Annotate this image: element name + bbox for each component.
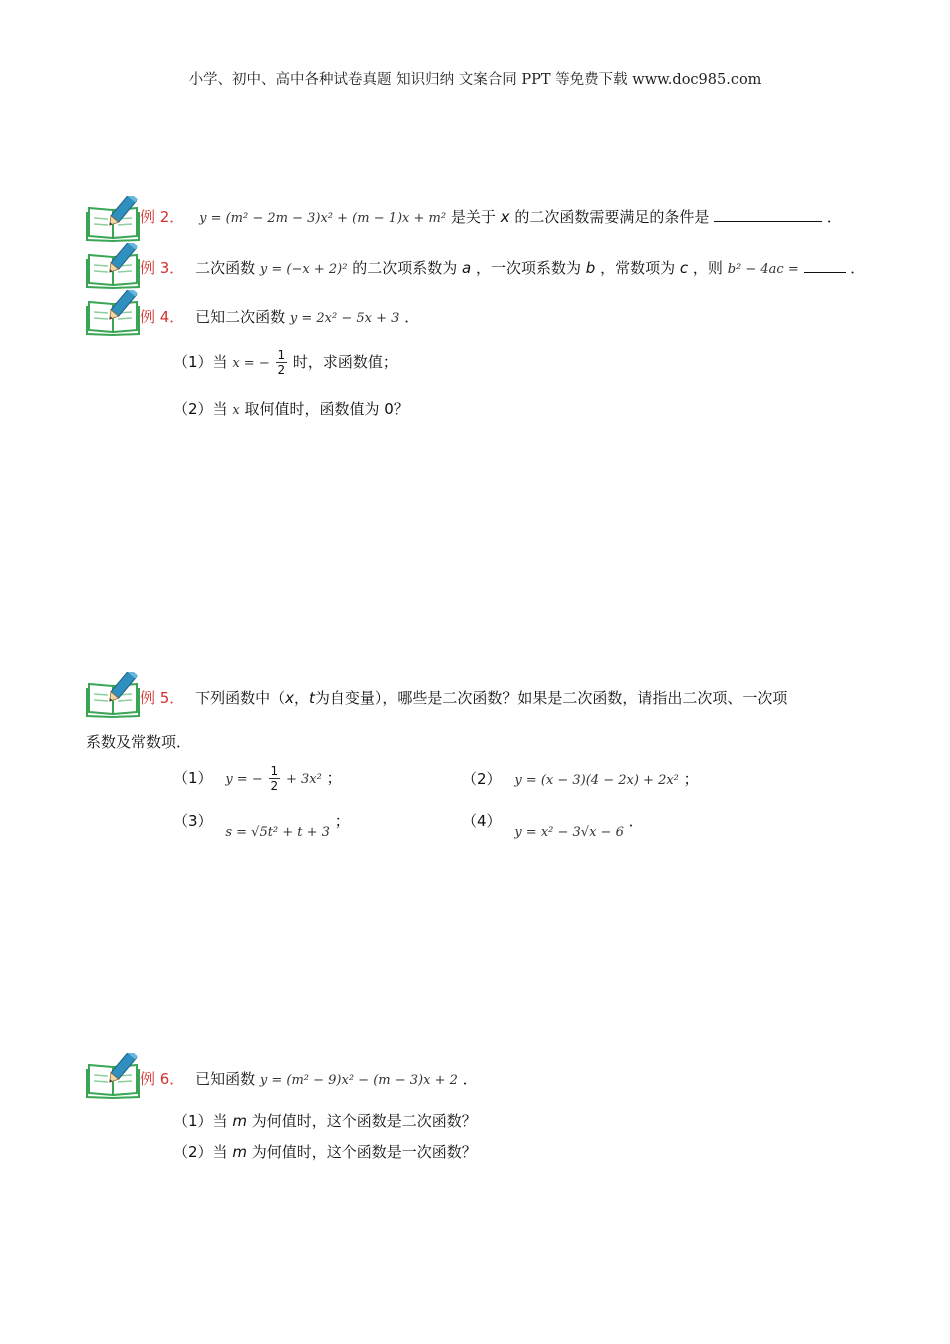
q-prefix: （2）当	[173, 400, 228, 418]
punct: ；	[683, 770, 699, 788]
formula: y = x² − 3√x − 6	[514, 825, 624, 840]
var-t: t	[309, 689, 315, 707]
fraction	[269, 764, 281, 793]
text: 的二次项系数为	[352, 259, 458, 277]
formula: s = √5t² + t + 3	[225, 825, 330, 840]
formula: x = −	[232, 356, 270, 371]
book-pencil-icon	[86, 196, 142, 242]
book-pencil-icon	[86, 1053, 142, 1099]
q-suffix: 为何值时，这个函数是一次函数？	[251, 1143, 477, 1161]
book-pencil-icon	[86, 290, 142, 336]
q-suffix: 时，求函数值；	[292, 353, 398, 371]
item-number: （2）	[462, 770, 502, 788]
example-label: 例 2．	[140, 208, 185, 226]
text: 的二次函数需要满足的条件是	[514, 208, 710, 226]
text: ，则	[692, 259, 723, 277]
example-label: 例 4．	[140, 308, 185, 326]
ex5-item-3	[173, 810, 350, 840]
denominator: 2	[270, 779, 279, 793]
ex5-continuation: 系数及常数项．	[86, 733, 192, 751]
ex5-item-4	[462, 810, 644, 840]
denominator: 2	[277, 363, 286, 377]
ex4-question-1	[173, 348, 398, 377]
period: ．	[404, 308, 420, 326]
ex4-question-2	[173, 398, 409, 419]
text: 下列函数中（	[195, 689, 286, 707]
ex5-item-1	[173, 764, 342, 793]
punct: ．	[628, 812, 644, 830]
numerator: 1	[277, 348, 286, 362]
text: 是关于	[450, 208, 496, 226]
q-prefix: （2）当	[173, 1143, 228, 1161]
q-prefix: （1）当	[173, 353, 228, 371]
formula: b² − 4ac =	[727, 262, 799, 277]
var-a: a	[461, 259, 472, 277]
example-label: 例 6．	[140, 1070, 185, 1088]
answer-blank[interactable]	[714, 207, 822, 222]
item-number: （4）	[462, 812, 502, 830]
page-header: 小学、初中、高中各种试卷真题 知识归纳 文案合同 PPT 等免费下载 www.doc985.com	[188, 72, 762, 88]
ex5-item-2	[462, 768, 699, 789]
variable: x	[232, 403, 240, 418]
variable: m	[232, 1143, 247, 1161]
text: 二次函数	[195, 259, 256, 277]
period: ．	[850, 259, 866, 277]
formula: y = 2x² − 5x + 3	[289, 311, 400, 326]
punct: ；	[326, 769, 342, 787]
book-pencil-icon	[86, 243, 142, 289]
ex6-question-1	[173, 1110, 477, 1131]
text: 已知函数	[195, 1070, 256, 1088]
text: 已知二次函数	[195, 308, 286, 326]
formula: y = −	[225, 772, 263, 787]
q-suffix: 为何值时，这个函数是二次函数？	[251, 1112, 477, 1130]
comma: ，	[294, 689, 310, 707]
formula: y = (m² − 9)x² − (m − 3)x + 2	[259, 1073, 458, 1088]
fraction	[276, 348, 288, 377]
formula: y = (x − 3)(4 − 2x) + 2x²	[514, 773, 679, 788]
book-pencil-icon	[86, 672, 142, 718]
example-label: 例 3．	[140, 259, 185, 277]
text: 为自变量），哪些是二次函数？如果是二次函数，请指出二次项、一次项	[314, 689, 788, 707]
var-b: b	[585, 259, 596, 277]
text: ，一次项系数为	[475, 259, 581, 277]
numerator: 1	[270, 764, 279, 778]
formula: + 3x²	[285, 772, 322, 787]
var-x: x	[285, 689, 294, 707]
q-suffix: 取何值时，函数值为 0？	[244, 400, 409, 418]
example-label: 例 5．	[140, 689, 185, 707]
punct: ；	[334, 812, 350, 830]
item-number: （1）	[173, 769, 213, 787]
period: ．	[462, 1070, 478, 1088]
answer-blank[interactable]	[804, 258, 846, 273]
item-number: （3）	[173, 812, 213, 830]
variable: m	[232, 1112, 247, 1130]
formula: y = (m² − 2m − 3)x² + (m − 1)x + m²	[199, 211, 447, 226]
period: ．	[826, 208, 842, 226]
ex6-question-2	[173, 1141, 477, 1162]
text: ，常数项为	[600, 259, 676, 277]
q-prefix: （1）当	[173, 1112, 228, 1130]
formula: y = (−x + 2)²	[259, 262, 348, 277]
var-c: c	[679, 259, 689, 277]
variable: x	[500, 208, 510, 226]
